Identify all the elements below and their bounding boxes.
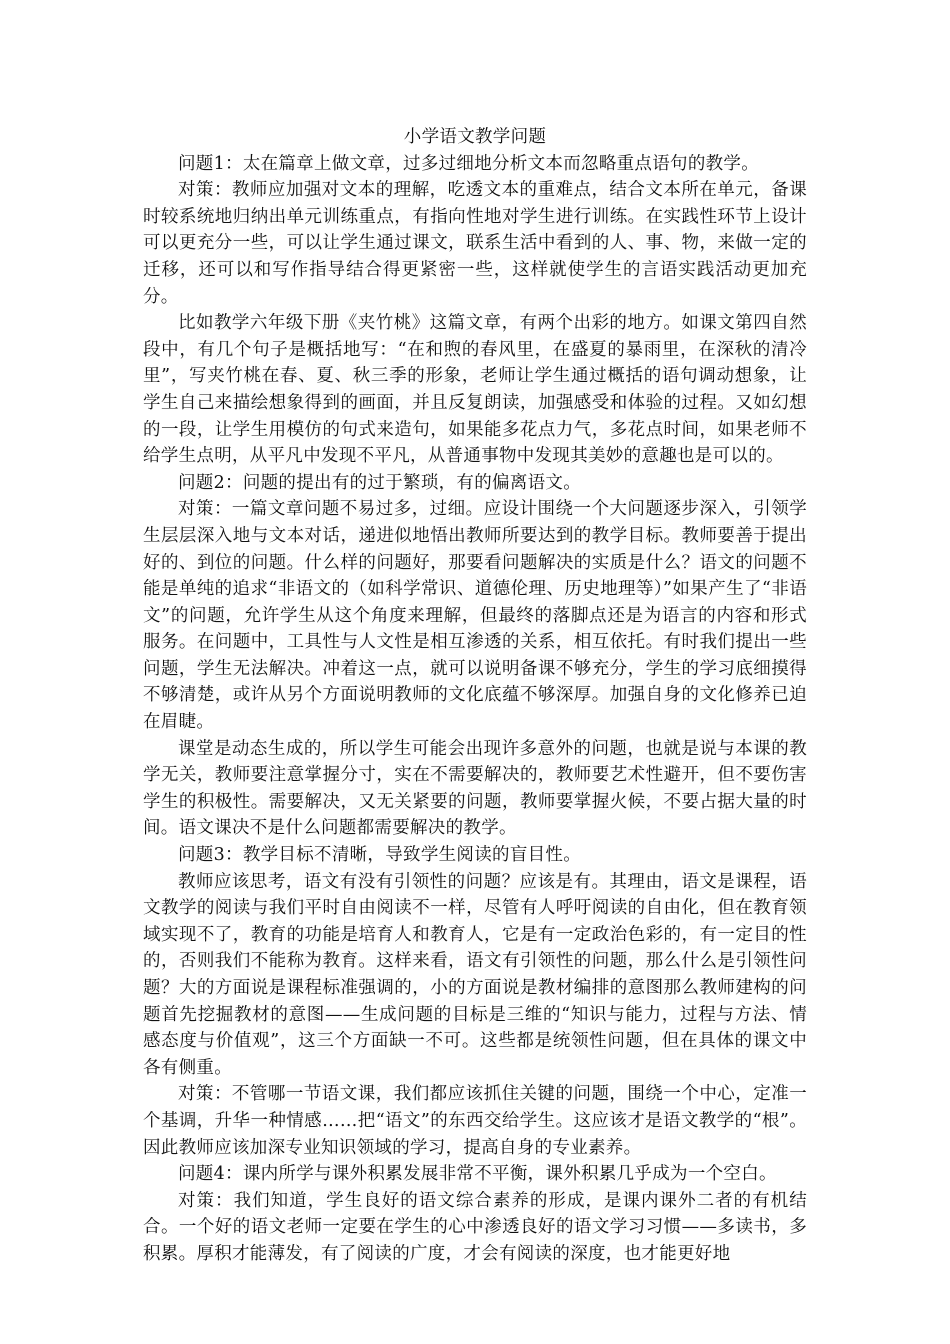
paragraph-problem-2: 问题2：问题的提出有的过于繁琐，有的偏离语文。 [178, 472, 582, 493]
document-title: 小学语文教学问题 [403, 127, 547, 147]
paragraph-problem-1: 问题1：太在篇章上做文章，过多过细地分析文本而忽略重点语句的教学。 [178, 153, 760, 174]
paragraph-strategy-3: 对策：不管哪一节语文课，我们都应该抓住关键的问题，围绕一个中心，定准一个基调，升华一种情感……把“语文”的东西交给学生。这应该才是语文教学的“根”。因此教师应该加深专业知识领域的学习，提高自身的专业素养。 [143, 1084, 807, 1158]
paragraph-classroom: 课堂是动态生成的，所以学生可能会出现许多意外的问题，也就是说与本课的教学无关，教师要注意掌握分寸，实在不需要解决的，教师要艺术性避开，但不要伤害学生的积极性。需要解决，又无关紧要的问题，教师要掌握火候，不要占据大量的时间。语文课决不是什么问题都需要解决的教学。 [143, 738, 807, 839]
paragraph-example-1: 比如教学六年级下册《夹竹桃》这篇文章，有两个出彩的地方。如课文第四自然段中，有几个句子是概括地写：“在和煦的春风里，在盛夏的暴雨里，在深秋的清冷里”，写夹竹桃在春、夏、秋三季的形象，老师让学生通过概括的语句调动想象，让学生自己来描绘想象得到的画面，并且反复朗读，加强感受和体验的过程。又如幻想的一段，让学生用模仿的句式来造句，如果能多花点力气，多花点时间，如果老师不给学生点明，从平凡中发现不平凡，从普通事物中发现其美妙的意趣也是可以的。 [143, 313, 807, 467]
paragraph-strategy-2: 对策：一篇文章问题不易过多，过细。应设计围绕一个大问题逐步深入，引领学生层层深入地与文本对话，递进似地悟出教师所要达到的教学目标。教师要善于提出好的、到位的问题。什么样的问题好，那要看问题解决的实质是什么？语文的问题不能是单纯的追求“非语文的（如科学常识、道德伦理、历史地理等）”如果产生了“非语文”的问题，允许学生从这个角度来理解，但最终的落脚点还是为语言的内容和形式服务。在问题中，工具性与人文性是相互渗透的关系，相互依托。有时我们提出一些问题，学生无法解决。冲着这一点，就可以说明备课不够充分，学生的学习底细摸得不够清楚，或许从另个方面说明教师的文化底蕴不够深厚。加强自身的文化修养已迫在眉睫。 [143, 499, 807, 733]
paragraph-problem-3: 问题3：教学目标不清晰，导致学生阅读的盲目性。 [178, 845, 582, 866]
paragraph-problem-4: 问题4：课内所学与课外积累发展非常不平衡，课外积累几乎成为一个空白。 [178, 1164, 777, 1185]
paragraph-discussion-3: 教师应该思考，语文有没有引领性的问题？应该是有。其理由，语文是课程，语文教学的阅读与我们平时自由阅读不一样，尽管有人呼吁阅读的自由化，但在教育领域实现不了，教育的功能是培育人和教育人，它是有一定政治色彩的，有一定目的性的，否则我们不能称为教育。这样来看，语文有引领性的问题，那么什么是引领性问题？大的方面说是课程标准强调的，小的方面说是教材编排的意图那么教师建构的问题首先挖掘教材的意图——生成问题的目标是三维的“知识与能力，过程与方法、情感态度与价值观”，这三个方面缺一不可。这些都是统领性问题，但在具体的课文中各有侧重。 [143, 871, 807, 1078]
paragraph-strategy-1: 对策：教师应加强对文本的理解，吃透文本的重难点，结合文本所在单元，备课时较系统地归纳出单元训练重点，有指向性地对学生进行训练。在实践性环节上设计可以更充分一些，可以让学生通过课文，联系生活中看到的人、事、物，来做一定的迁移，还可以和写作指导结合得更紧密一些，这样就使学生的言语实践活动更加充分。 [143, 180, 807, 307]
document-body [143, 124, 807, 1268]
paragraph-strategy-4: 对策：我们知道，学生良好的语文综合素养的形成，是课内课外二者的有机结合。一个好的语文老师一定要在学生的心中渗透良好的语文学习习惯——多读书，多积累。厚积才能薄发，有了阅读的广度，才会有阅读的深度，也才能更好地 [143, 1190, 807, 1264]
